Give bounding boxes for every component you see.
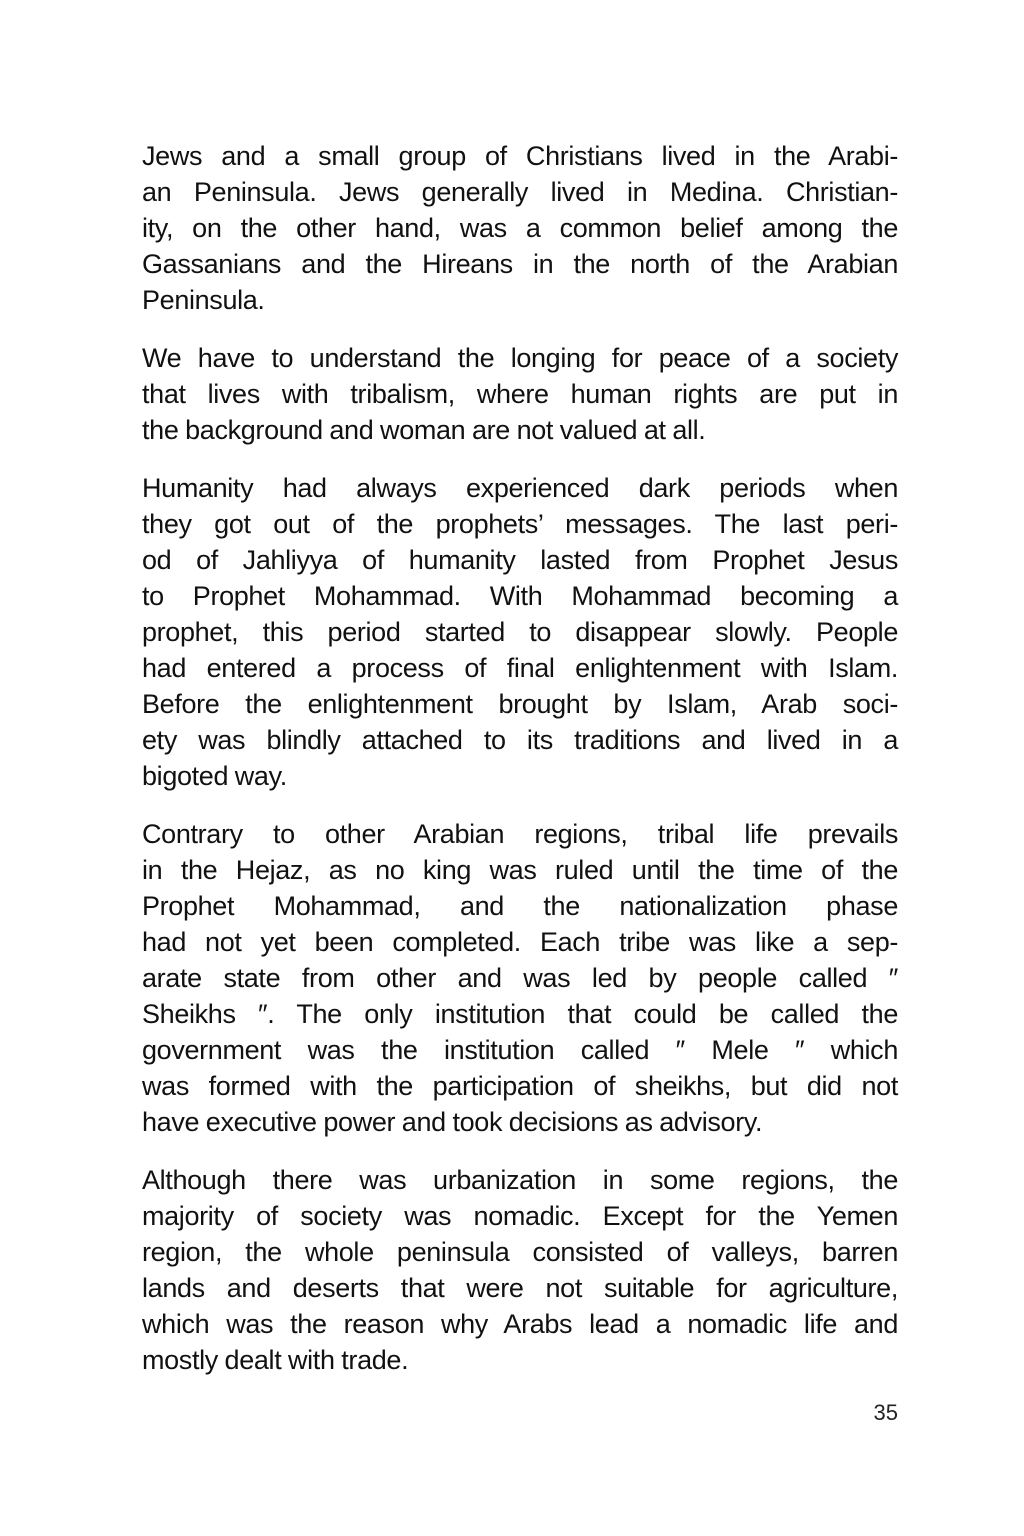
text-line: Prophet Mohammad, and the nationalization phase <box>142 891 898 921</box>
text-line: mostly dealt with trade. <box>142 1345 409 1375</box>
text-line: to Prophet Mohammad. With Mohammad becoming a <box>142 581 898 611</box>
text-line: lands and deserts that were not suitable for agriculture, <box>142 1273 898 1303</box>
text-line: arate state from other and was led by people called ″ <box>142 963 898 993</box>
text-line: We have to understand the longing for peace of a society <box>142 343 898 373</box>
text-line: was formed with the participation of sheikhs, but did not <box>142 1071 898 1101</box>
text-line: Jews and a small group of Christians lived in the Arabi- <box>142 141 898 171</box>
paragraph-1 <box>142 138 898 318</box>
text-line: region, the whole peninsula consisted of valleys, barren <box>142 1237 898 1267</box>
paragraph-5 <box>142 1162 898 1378</box>
text-line: government was the institution called ″ Mele ″ which <box>142 1035 898 1065</box>
paragraph-3 <box>142 470 898 794</box>
text-line: ety was blindly attached to its traditions and lived in a <box>142 725 898 755</box>
text-line: an Peninsula. Jews generally lived in Medina. Christian- <box>142 177 898 207</box>
paragraph-4 <box>142 816 898 1140</box>
text-line: Humanity had always experienced dark periods when <box>142 473 898 503</box>
text-line: they got out of the prophets’ messages. The last peri- <box>142 509 898 539</box>
text-line: Gassanians and the Hireans in the north of the Arabian <box>142 249 898 279</box>
text-line: Contrary to other Arabian regions, tribal life prevails <box>142 819 898 849</box>
text-line: Although there was urbanization in some regions, the <box>142 1165 898 1195</box>
text-line: which was the reason why Arabs lead a nomadic life and <box>142 1309 898 1339</box>
text-line: the background and woman are not valued at all. <box>142 415 706 445</box>
text-line: Sheikhs ″. The only institution that could be called the <box>142 999 898 1029</box>
text-line: have executive power and took decisions as advisory. <box>142 1107 763 1137</box>
text-line: prophet, this period started to disappear slowly. People <box>142 617 898 647</box>
text-line: majority of society was nomadic. Except for the Yemen <box>142 1201 898 1231</box>
text-line: in the Hejaz, as no king was ruled until the time of the <box>142 855 898 885</box>
text-line: that lives with tribalism, where human rights are put in <box>142 379 898 409</box>
text-line: had entered a process of final enlightenment with Islam. <box>142 653 898 683</box>
text-line: had not yet been completed. Each tribe was like a sep- <box>142 927 898 957</box>
text-line: od of Jahliyya of humanity lasted from Prophet Jesus <box>142 545 898 575</box>
text-line: ity, on the other hand, was a common belief among the <box>142 213 898 243</box>
text-line: Before the enlightenment brought by Islam, Arab soci- <box>142 689 898 719</box>
page-number: 35 <box>873 1400 898 1425</box>
text-line: Peninsula. <box>142 285 265 315</box>
page-body <box>142 138 898 1400</box>
text-line: bigoted way. <box>142 761 287 791</box>
paragraph-2 <box>142 340 898 448</box>
